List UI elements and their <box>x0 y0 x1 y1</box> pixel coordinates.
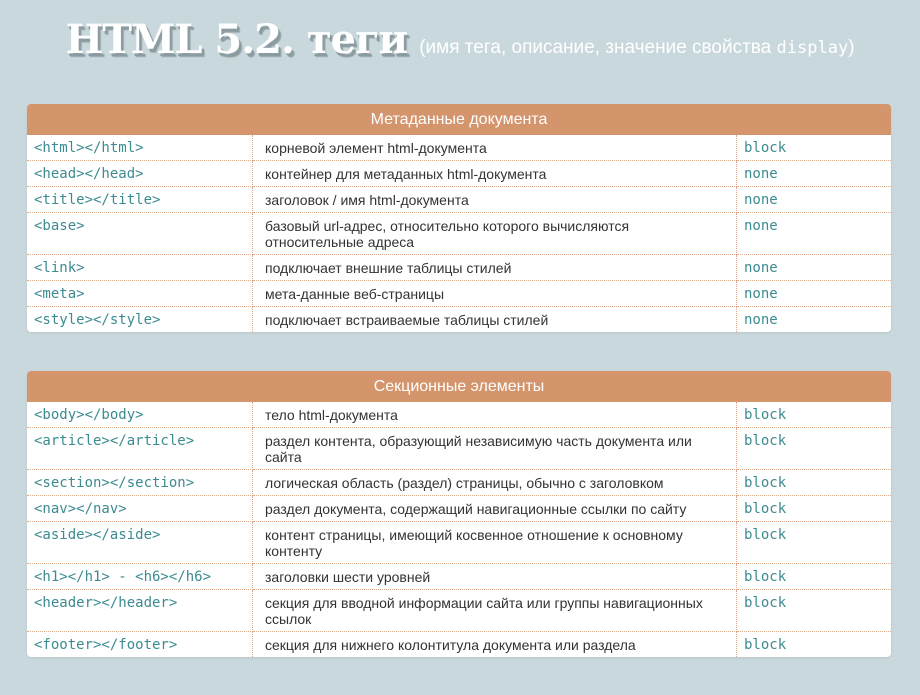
tag-cell: <html></html> <box>27 135 253 161</box>
description-cell: секция для вводной информации сайта или группы навигационных ссылок <box>253 590 737 632</box>
display-cell: block <box>737 522 892 564</box>
section-sectioning <box>27 371 891 657</box>
table-row <box>27 564 891 590</box>
tags-table-body <box>27 402 891 657</box>
tag-cell: <h1></h1> - <h6></h6> <box>27 564 253 590</box>
tag-cell: <section></section> <box>27 470 253 496</box>
table-row <box>27 470 891 496</box>
table-row <box>27 402 891 428</box>
description-cell: раздел контента, образующий независимую часть документа или сайта <box>253 428 737 470</box>
display-cell: block <box>744 637 787 653</box>
table-row <box>27 255 891 281</box>
description-cell: раздел документа, содержащий навигационные ссылки по сайту <box>253 496 737 522</box>
tag-cell: <article></article> <box>27 428 253 470</box>
tag-cell: <body></body> <box>27 402 253 428</box>
description-cell: мета-данные веб-страницы <box>253 281 737 307</box>
tag-cell: <title></title> <box>27 187 253 213</box>
display-cell: none <box>744 312 778 328</box>
display-cell: none <box>737 255 892 281</box>
description-cell: контент страницы, имеющий косвенное отношение к основному контенту <box>253 522 737 564</box>
description-cell: секция для нижнего колонтитула документа или раздела <box>253 632 737 658</box>
table-row <box>27 428 891 470</box>
page-header <box>0 16 920 74</box>
table-row <box>27 307 891 333</box>
table-row <box>27 590 891 632</box>
section-metadata <box>27 104 891 332</box>
section-title: Метаданные документа <box>27 104 891 135</box>
table-row <box>27 135 891 161</box>
table-row <box>27 161 891 187</box>
tag-cell: <header></header> <box>27 590 253 632</box>
display-cell: none <box>737 213 892 255</box>
display-cell: block <box>737 135 892 161</box>
display-cell: block <box>737 470 892 496</box>
tag-cell: <footer></footer> <box>27 632 253 658</box>
display-cell: none <box>737 281 892 307</box>
tags-table <box>27 135 891 332</box>
description-cell: заголовки шести уровней <box>253 564 737 590</box>
display-cell: block <box>737 402 892 428</box>
tag-cell: <nav></nav> <box>27 496 253 522</box>
tag-cell: <style></style> <box>27 307 253 333</box>
description-cell: логическая область (раздел) страницы, обычно с заголовком <box>253 470 737 496</box>
description-cell: подключает внешние таблицы стилей <box>253 255 737 281</box>
table-row <box>27 281 891 307</box>
section-title: Секционные элементы <box>27 371 891 402</box>
table-row <box>27 522 891 564</box>
description-cell: базовый url-адрес, относительно которого вычисляются относительные адреса <box>253 213 737 255</box>
display-cell: none <box>737 161 892 187</box>
tag-cell: <link> <box>27 255 253 281</box>
display-cell: none <box>737 187 892 213</box>
description-cell: подключает встраиваемые таблицы стилей <box>253 307 737 333</box>
description-cell: корневой элемент html-документа <box>253 135 737 161</box>
description-cell: контейнер для метаданных html-документа <box>253 161 737 187</box>
tag-cell: <head></head> <box>27 161 253 187</box>
tags-table-body <box>27 135 891 332</box>
subtitle-prefix: (имя тега, описание, значение свойства <box>419 37 777 58</box>
table-row <box>27 496 891 522</box>
tag-cell: <aside></aside> <box>27 522 253 564</box>
display-cell: block <box>737 564 892 590</box>
tag-cell: <meta> <box>27 281 253 307</box>
page-title: HTML 5.2. теги <box>65 16 408 63</box>
tag-cell: <base> <box>27 213 253 255</box>
subtitle-suffix: ) <box>848 37 855 58</box>
subtitle-code: display <box>776 38 849 58</box>
tags-table <box>27 402 891 657</box>
display-cell: block <box>737 428 892 470</box>
table-row <box>27 187 891 213</box>
table-row <box>27 213 891 255</box>
display-cell: block <box>737 496 892 522</box>
description-cell: заголовок / имя html-документа <box>253 187 737 213</box>
display-cell: block <box>737 590 892 632</box>
description-cell: тело html-документа <box>253 402 737 428</box>
page-subtitle <box>419 37 854 58</box>
table-row <box>27 632 891 658</box>
